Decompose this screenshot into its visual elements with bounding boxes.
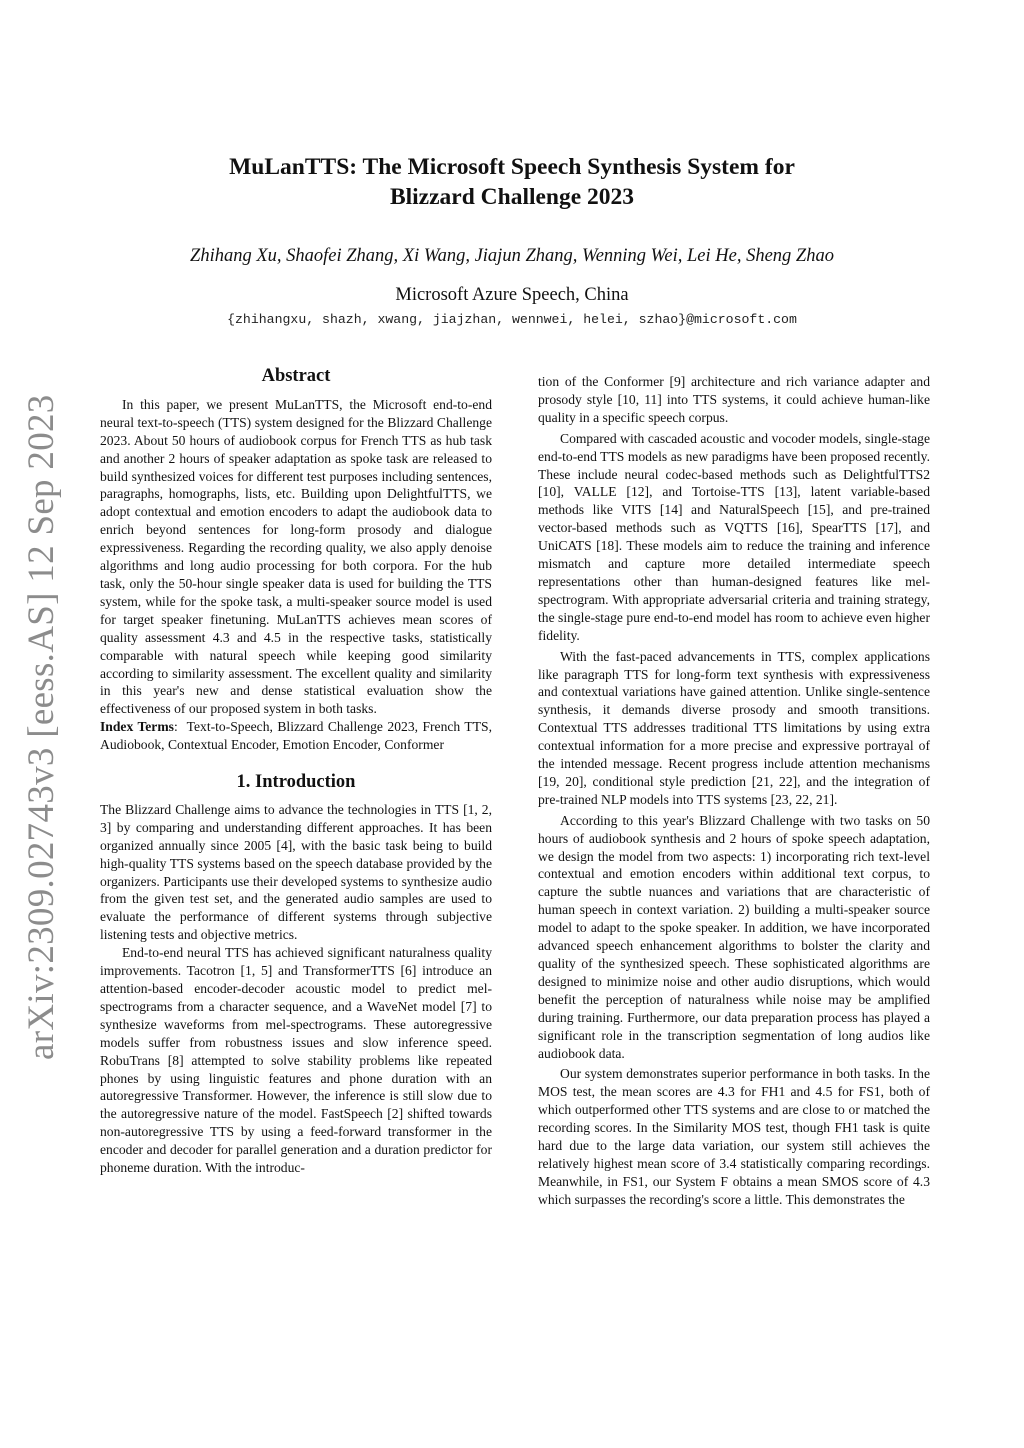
left-column [100, 368, 492, 1177]
intro-paragraph-2: End-to-end neural TTS has achieved significant naturalness quality improvements. Tacotron [1, 5] and TransformerTTS [6] introduce an attention-based encoder-decoder acoustic model to predict mel-spectrograms from a character sequence, and a WaveNet model [7] to synthesize waveforms from mel-spectrograms. These autoregressive models suffer from robustness issues and slow inference speed. RobuTrans [8] attempted to solve stability problems like repeated phones by using linguistic features and phone duration with an autoregressive Transformer. However, the inference is still slow due to the autoregressive nature of the model. FastSpeech [2] shifted towards non-autoregressive TTS by using a feed-forward transformer in the encoder and decoder for parallel generation and a duration predictor for phoneme duration. With the introduc- [100, 945, 492, 1176]
abstract-text: In this paper, we present MuLanTTS, the Microsoft end-to-end neural text-to-speech (TTS) system designed for the Blizzard Challenge 2023. About 50 hours of audiobook corpus for French TTS as hub task and another 2 hours of speaker adaptation as spoke task are released to build synthesized voices for different test purposes including sentences, paragraphs, homographs, lists, etc. Building upon DelightfulTTS, we adopt contextual and emotion encoders to adapt the audiobook data to enrich beyond sentences for long-form prosody and dialogue expressiveness. Regarding the recording quality, we also apply denoise algorithms and long audio processing for both corpora. For the hub task, only the 50-hour single speaker data is used for building the TTS system, while for the spoke task, a multi-speaker source model is used for target speaker finetuning. MuLanTTS achieves mean scores of quality assessment 4.3 and 4.5 in the respective tasks, statistically comparable with natural speech while keeping good similarity according to similarity assessment. The excellent quality and similarity in this year's new and dense statistical evaluation show the effectiveness of our proposed system in both tasks. [100, 396, 492, 717]
index-terms-text: Text-to-Speech, Blizzard Challenge 2023, French TTS, Audiobook, Contextual Encoder, Emotion Encoder, Conformer [100, 719, 492, 753]
index-terms-label: Index Terms [100, 719, 174, 735]
affiliation: Microsoft Azure Speech, China [395, 285, 629, 305]
paper-title [0, 152, 1024, 212]
right-paragraph-3: With the fast-paced advancements in TTS, complex applications like paragraph TTS for long-form text synthesis with expressiveness and contextual variations have gained attention. Unlike single-sentence synthesis, it demands diverse prosody and smooth transitions. Contextual TTS addresses traditional TTS limitations by using extra contextual information for a more precise and expressive portrayal of the intended message. Recent progress include attention mechanisms [19, 20], conditional style prediction [21, 22], and the integration of pre-trained NLP models into TTS systems [23, 22, 21]. [538, 648, 930, 807]
author-list: Zhihang Xu, Shaofei Zhang, Xi Wang, Jiajun Zhang, Wenning Wei, Lei He, Sheng Zhao [190, 246, 834, 266]
right-column [538, 373, 930, 1209]
abstract-heading: Abstract [261, 366, 331, 386]
title-line-2: Blizzard Challenge 2023 [389, 184, 635, 210]
arxiv-identifier: arXiv:2309.02743v3 [eess.AS] 12 Sep 2023 [21, 394, 62, 1060]
right-paragraph-1: tion of the Conformer [9] architecture and rich variance adapter and prosody style [10, 11] into TTS systems, it could achieve human-like quality in a specific speech corpus. [538, 374, 930, 425]
right-paragraph-5: Our system demonstrates superior performance in both tasks. In the MOS test, the mean scores are 4.3 for FH1 and 4.5 for FS1, both of which outperformed other TTS systems and are close to or matched the recording scores. In the Similarity MOS test, though FH1 task is quite hard due to the large data variation, our system still achieves the relatively highest mean score of 3.4 statistically comparing recordings. Meanwhile, in FS1, our System F obtains a mean SMOS score of 4.3 which surpasses the recording's score a little. This demonstrates the [538, 1066, 930, 1207]
index-terms: Index Terms: Text-to-Speech, Blizzard Challenge 2023, French TTS, Audiobook, Contextual Encoder, Emotion Encoder, Conformer [100, 719, 492, 753]
paper-header [0, 152, 1024, 327]
introduction-heading: 1. Introduction [236, 772, 356, 793]
right-paragraph-4: According to this year's Blizzard Challenge with two tasks on 50 hours of audiobook synthesis and 2 hours of spoke speech adaptation, we design the model from two aspects: 1) incorporating rich text-level contextual and emotion encoders within additional text corpus, to capture the subtle nuances and variations that are characteristic of human speech in context variation. 2) building a multi-speaker source model to adapt to the spoke speaker. In addition, we have incorporated advanced speech enhancement algorithms to bolster the clarity and quality of the synthesized speech. These sophisticated algorithms are designed to minimize noise and other audio disruptions, which would benefit the perception of naturalness while noise may be amplified during training. Furthermore, our data preparation process has played a significant role in the transcription segmentation of long audios like audiobook data. [538, 812, 930, 1061]
intro-paragraph-1: The Blizzard Challenge aims to advance the technologies in TTS [1, 2, 3] by comparing and understanding different approaches. It has been organized annually since 2005 [4], with the basic task being to build high-quality TTS systems based on the speech database provided by the organizers. Participants use their developed systems to synthesize audio from the given test set, and the generated audio samples are used to evaluate the performance of different systems through subjective listening tests and objective metrics. [100, 801, 492, 943]
right-paragraph-2: Compared with cascaded acoustic and vocoder models, single-stage end-to-end TTS models as new paradigms have been proposed recently. These include neural codec-based methods such as DelightfulTTS2 [10], VALLE [12], and Tortoise-TTS [13], latent variable-based methods like VITS [14] and NaturalSpeech [15], and pre-trained vector-based methods such as VQTTS [16], SpearTTS [17], and UniCATS [18]. These models aim to reduce the training and inference mismatch and capture more detailed intermediate speech representations other than human-designed features like mel-spectrogram. With appropriate adversarial criteria and training strategy, the single-stage pure end-to-end model has room to achieve even higher fidelity. [538, 430, 930, 643]
title-line-1: MuLanTTS: The Microsoft Speech Synthesis System for [229, 154, 795, 180]
author-emails: {zhihangxu, shazh, xwang, jiajzhan, wennwei, helei, szhao}@microsoft.com [227, 312, 797, 327]
